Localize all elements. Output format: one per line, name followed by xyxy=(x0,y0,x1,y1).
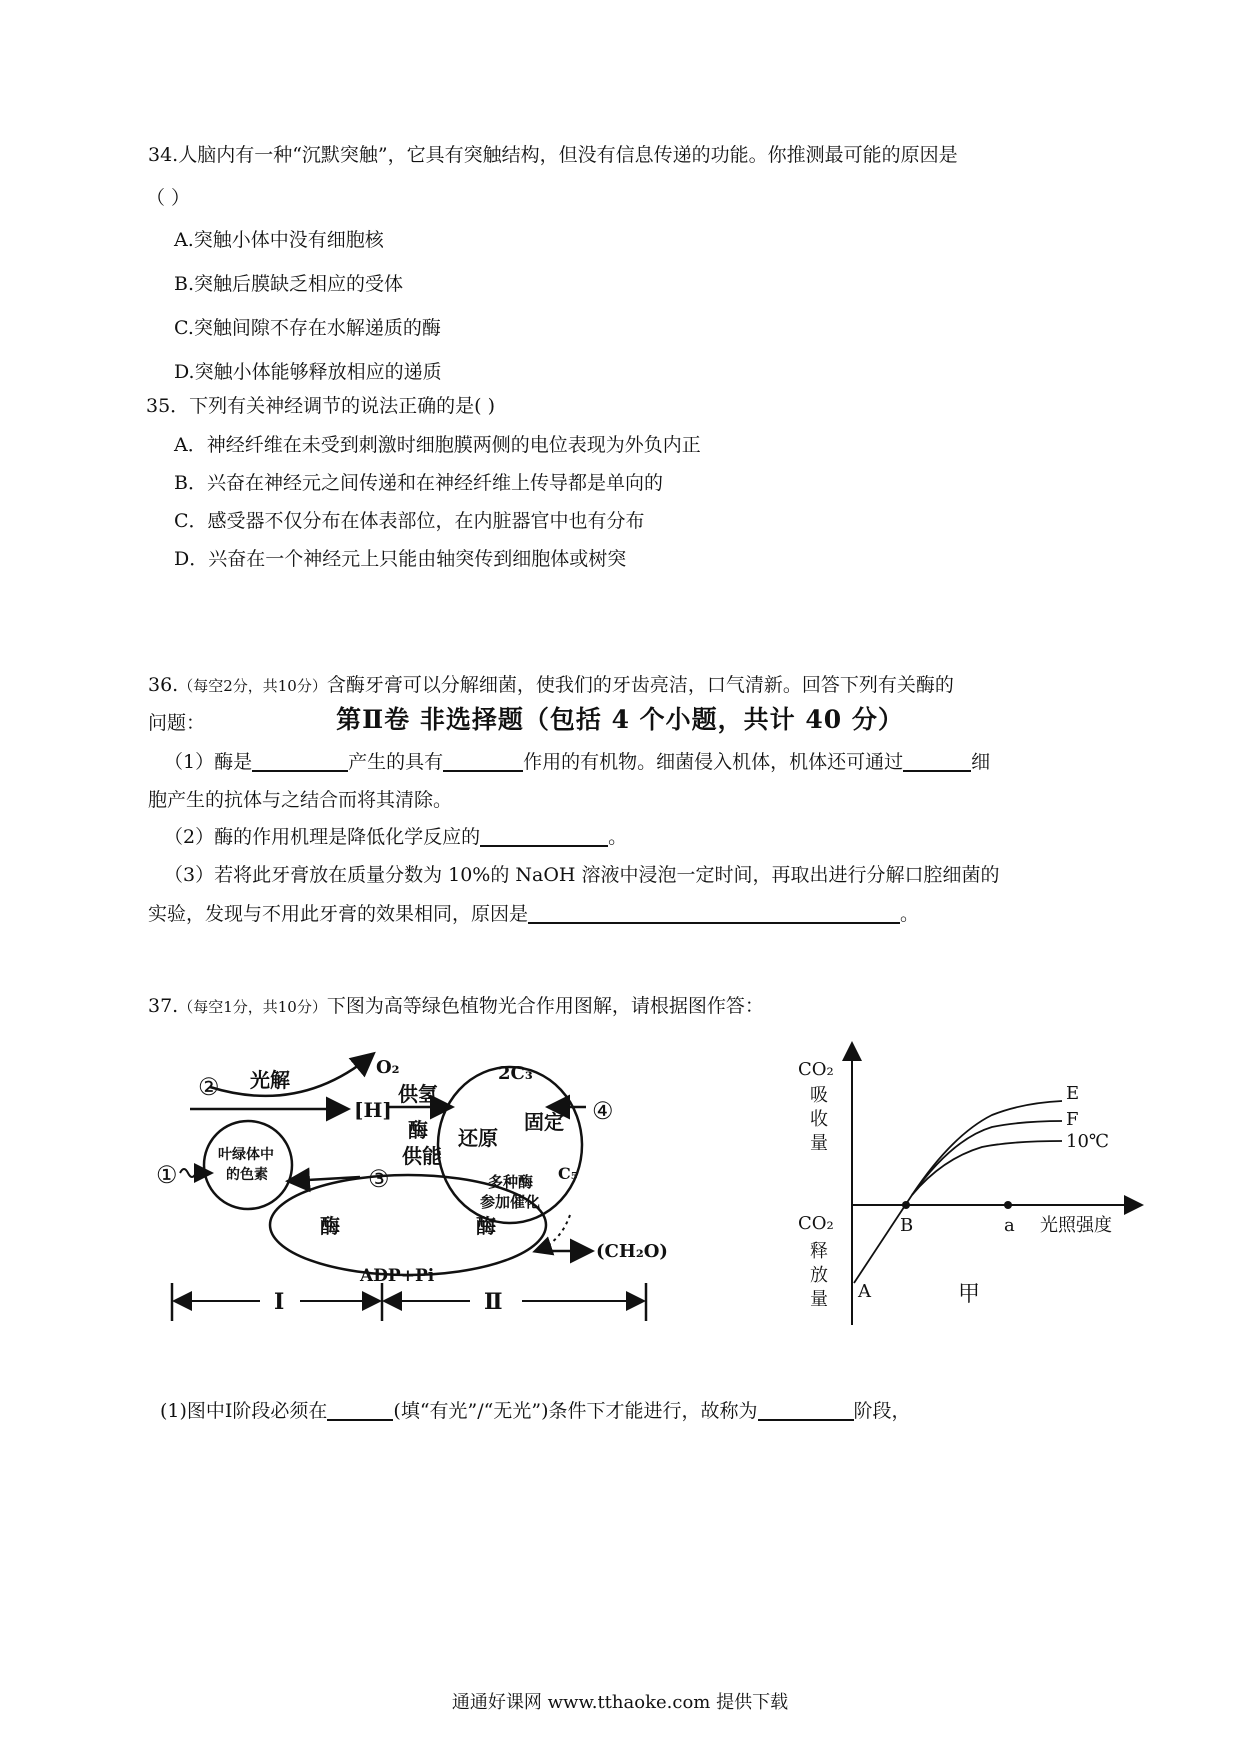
label-c5: C₅ xyxy=(558,1164,578,1183)
label-pigment-2: 的色素 xyxy=(226,1167,268,1183)
circle-num-1: ① xyxy=(156,1161,178,1189)
circle-num-3: ③ xyxy=(368,1165,390,1193)
x-label-light: 光照强度 xyxy=(1040,1215,1112,1236)
q37-p1-text-b: (填“有光”/“无光”)条件下才能进行，故称为 xyxy=(393,1400,758,1422)
q35-option-c: C．感受器不仅分布在体表部位，在内脏器官中也有分布 xyxy=(174,510,645,532)
label-enzyme-top: 酶 xyxy=(408,1118,428,1142)
dotted-arrow-ch2o xyxy=(536,1215,570,1251)
label-enzyme-right: 酶 xyxy=(476,1214,496,1238)
y-label-absorb-2: 收 xyxy=(810,1109,828,1130)
q34-option-d: D.突触小体能够释放相应的递质 xyxy=(174,361,442,383)
q36-blank-4[interactable] xyxy=(480,825,608,847)
q35-option-b: B．兴奋在神经元之间传递和在神经纤维上传导都是单向的 xyxy=(174,472,663,494)
pigment-ellipse xyxy=(204,1121,292,1209)
y-label-release-1: 释 xyxy=(810,1241,828,1262)
q34-stem-line2: （ ） xyxy=(146,187,191,209)
curve-e xyxy=(854,1101,1062,1283)
q37-part1 xyxy=(160,1399,911,1423)
q36-stem-text: 含酶牙膏可以分解细菌，使我们的牙齿亮洁，口气清新。回答下列有关酶的 xyxy=(326,674,954,696)
q34-option-a: A.突触小体中没有细胞核 xyxy=(174,229,384,251)
label-b: B xyxy=(900,1215,914,1236)
co2-light-graph xyxy=(792,1035,1152,1345)
q36-stem xyxy=(148,673,954,698)
label-2c3: 2C₃ xyxy=(498,1063,533,1084)
q36-p3-text-b: 实验，发现与不用此牙膏的效果相同，原因是 xyxy=(148,903,529,925)
q36-blank-3[interactable] xyxy=(903,750,971,772)
atp-cycle-loop xyxy=(270,1175,546,1275)
label-adp: ADP+Pi xyxy=(360,1266,435,1286)
q36-part1-line2: 胞产生的抗体与之结合而将其清除。 xyxy=(148,789,453,811)
q35-option-d: D．兴奋在一个神经元上只能由轴突传到细胞体或树突 xyxy=(174,548,627,570)
q37-p1-text-a: (1)图中Ⅰ阶段必须在 xyxy=(160,1400,328,1422)
label-supply-h: 供氢 xyxy=(398,1082,438,1106)
q37-number: 37. xyxy=(148,995,179,1017)
q37-stem xyxy=(148,994,764,1019)
label-many-enzymes-1: 多种酶 xyxy=(488,1173,534,1191)
q34-option-b: B.突触后膜缺乏相应的受体 xyxy=(174,273,404,295)
curve-label-e: E xyxy=(1066,1083,1080,1104)
circle-num-4: ④ xyxy=(592,1097,614,1125)
q35-option-a: A．神经纤维在未受到刺激时细胞膜两侧的电位表现为外负内正 xyxy=(174,434,701,456)
label-enzyme-left: 酶 xyxy=(320,1214,340,1238)
y-label-release-co2: CO₂ xyxy=(798,1213,834,1234)
q36-p2-text-a: （2）酶的作用机理是降低化学反应的 xyxy=(164,826,481,848)
curve-label-10c: 10℃ xyxy=(1066,1131,1110,1152)
curve-f xyxy=(912,1121,1062,1195)
point-b xyxy=(902,1201,910,1209)
label-h: [H] xyxy=(354,1098,392,1122)
q36-p3-text-c: 。 xyxy=(900,903,920,925)
q36-p1-text-b: 产生的具有 xyxy=(348,751,444,773)
q37-blank-2[interactable] xyxy=(758,1399,854,1421)
q36-score: （每空2分，共10分） xyxy=(178,677,327,695)
q36-blank-5[interactable] xyxy=(528,902,900,924)
q36-p2-text-b: 。 xyxy=(608,826,628,848)
q37-score: （每空1分，共10分） xyxy=(178,998,327,1016)
page-footer: 通通好课网 www.tthaoke.com 提供下载 xyxy=(451,1692,789,1713)
q35-stem: 35．下列有关神经调节的说法正确的是( ) xyxy=(146,395,496,417)
y-label-release-2: 放 xyxy=(810,1265,828,1286)
q36-part2 xyxy=(164,825,627,849)
q36-stem-line2: 问题： xyxy=(148,712,206,734)
curve-label-f: F xyxy=(1066,1109,1079,1130)
y-label-absorb-1: 吸 xyxy=(810,1085,828,1106)
label-photolysis: 光解 xyxy=(250,1068,290,1092)
label-pigment-1: 叶绿体中 xyxy=(218,1147,274,1163)
q34-stem-line1: 34.人脑内有一种“沉默突触”，它具有突触结构，但没有信息传递的功能。你推测最可能的原因是 xyxy=(148,144,958,166)
photosynthesis-diagram xyxy=(150,1045,710,1345)
label-supply-energy: 供能 xyxy=(402,1144,442,1168)
label-ch2o: (CH₂O) xyxy=(596,1241,668,1262)
q36-part3-line2 xyxy=(148,902,919,926)
q37-p1-text-c: 阶段， xyxy=(853,1400,911,1422)
label-fixation: 固定 xyxy=(524,1110,564,1134)
y-label-absorb-3: 量 xyxy=(810,1133,828,1154)
label-stage-2: Ⅱ xyxy=(484,1289,503,1315)
label-a-upper: A xyxy=(858,1281,871,1302)
q36-p1-text-a: （1）酶是 xyxy=(164,751,253,773)
point-a xyxy=(1004,1201,1012,1209)
q36-blank-2[interactable] xyxy=(443,750,523,772)
label-o2: O₂ xyxy=(376,1057,400,1078)
y-label-release-3: 量 xyxy=(810,1289,828,1310)
q36-part3-line1: （3）若将此牙膏放在质量分数为 10%的 NaOH 溶液中浸泡一定时间，再取出进行分解口腔细菌的 xyxy=(164,864,1000,886)
label-a-lower: a xyxy=(1004,1215,1015,1236)
y-label-absorb-co2: CO₂ xyxy=(798,1059,834,1080)
section-title: 第Ⅱ卷 非选择题（包括 4 个小题，共计 40 分） xyxy=(336,705,904,734)
label-stage-1: Ⅰ xyxy=(274,1289,285,1315)
q36-p1-text-d: 细 xyxy=(971,751,991,773)
photolysis-arrow xyxy=(210,1055,372,1096)
circle-num-2: ② xyxy=(198,1073,220,1101)
q37-blank-1[interactable] xyxy=(327,1399,393,1421)
q37-stem-text: 下图为高等绿色植物光合作用图解，请根据图作答： xyxy=(326,995,764,1017)
q36-p1-text-c: 作用的有机物。细菌侵入机体，机体还可通过 xyxy=(523,751,904,773)
graph-caption: 甲 xyxy=(958,1282,981,1307)
q36-part1-line1 xyxy=(164,750,990,774)
q36-blank-1[interactable] xyxy=(252,750,348,772)
q36-number: 36. xyxy=(148,674,179,696)
label-reduction: 还原 xyxy=(458,1126,498,1150)
label-many-enzymes-2: 参加催化 xyxy=(480,1193,541,1211)
q34-option-c: C.突触间隙不存在水解递质的酶 xyxy=(174,317,441,339)
